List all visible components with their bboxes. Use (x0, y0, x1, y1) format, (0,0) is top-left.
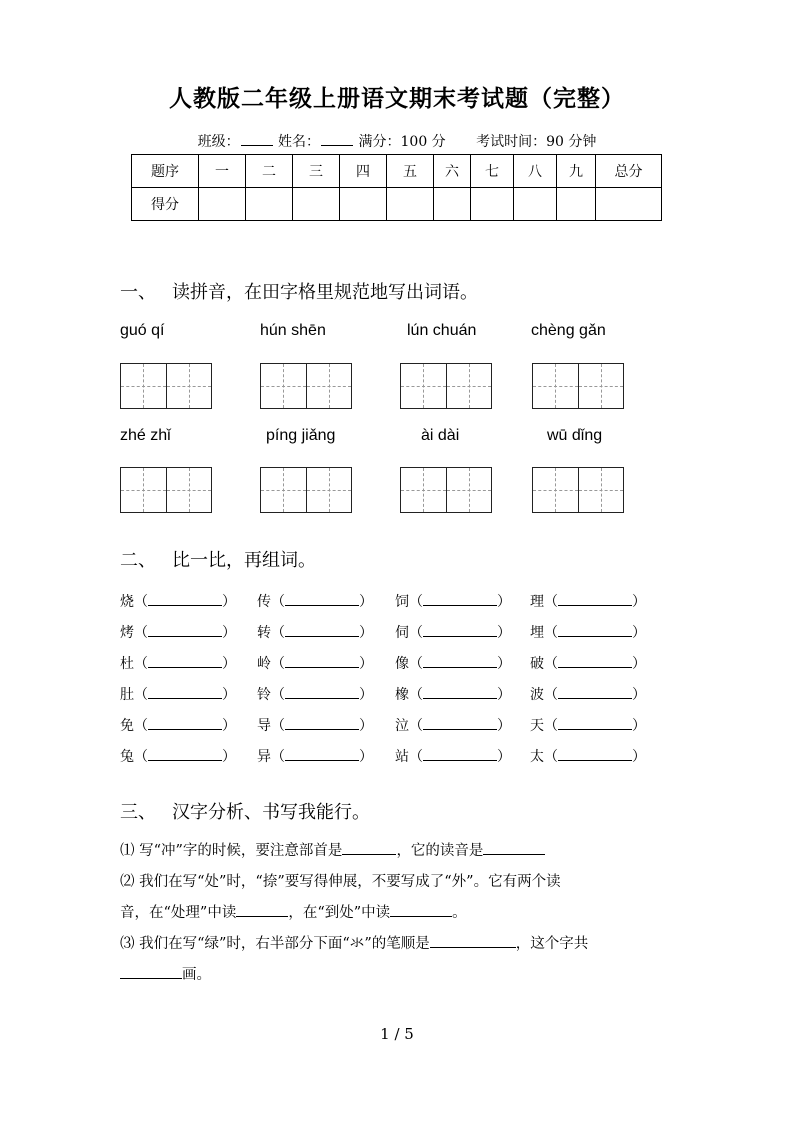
word-answer-blank[interactable] (285, 748, 359, 761)
open-paren: （ (271, 656, 285, 672)
word-answer-blank[interactable] (423, 717, 497, 730)
tianzige-box[interactable] (120, 363, 212, 409)
word-answer-blank[interactable] (558, 624, 632, 637)
score-cell[interactable] (514, 188, 557, 221)
section1-heading (120, 278, 478, 304)
close-paren: ） (222, 625, 236, 641)
close-paren: ） (497, 749, 511, 765)
tianzige-box[interactable] (532, 363, 624, 409)
close-paren: ） (359, 749, 373, 765)
answer-blank[interactable] (342, 841, 396, 855)
open-paren: （ (271, 749, 285, 765)
question-2 (120, 867, 680, 929)
open-paren: （ (409, 625, 423, 641)
score-cell[interactable] (293, 188, 340, 221)
compare-char: 天 (530, 718, 544, 734)
close-paren: ） (632, 718, 646, 734)
compare-item (257, 715, 373, 735)
word-answer-blank[interactable] (558, 717, 632, 730)
open-paren: （ (271, 594, 285, 610)
compare-item (395, 746, 511, 766)
compare-item (530, 622, 646, 642)
word-answer-blank[interactable] (285, 593, 359, 606)
section2-heading (120, 546, 316, 572)
section2-number: 二、 (120, 550, 156, 571)
section3-heading (120, 798, 370, 824)
tianzige-box[interactable] (260, 363, 352, 409)
compare-char: 免 (120, 718, 134, 734)
word-answer-blank[interactable] (423, 686, 497, 699)
word-answer-blank[interactable] (148, 748, 222, 761)
close-paren: ） (222, 687, 236, 703)
close-paren: ） (359, 625, 373, 641)
question-text: ，在“到处”中读 (288, 905, 391, 921)
word-answer-blank[interactable] (423, 624, 497, 637)
compare-char: 站 (395, 749, 409, 765)
compare-item (120, 622, 236, 642)
score-table (131, 154, 662, 221)
section2-title: 比一比，再组词。 (172, 550, 316, 571)
compare-item (120, 715, 236, 735)
close-paren: ） (497, 687, 511, 703)
compare-char: 伺 (395, 625, 409, 641)
compare-char: 太 (530, 749, 544, 765)
score-cell[interactable] (199, 188, 246, 221)
pinyin-label: zhé zhǐ (120, 427, 171, 444)
open-paren: （ (544, 625, 558, 641)
compare-char: 破 (530, 656, 544, 672)
compare-char: 泣 (395, 718, 409, 734)
word-answer-blank[interactable] (148, 655, 222, 668)
close-paren: ） (222, 594, 236, 610)
exam-time: 考试时间：90 分钟 (476, 134, 597, 150)
word-answer-blank[interactable] (285, 717, 359, 730)
section3-number: 三、 (120, 802, 156, 823)
compare-char: 铃 (257, 687, 271, 703)
close-paren: ） (632, 749, 646, 765)
pinyin-label: guó qí (120, 322, 165, 339)
compare-item (530, 746, 646, 766)
close-paren: ） (497, 656, 511, 672)
close-paren: ） (359, 718, 373, 734)
compare-char: 橡 (395, 687, 409, 703)
open-paren: （ (134, 594, 148, 610)
class-blank[interactable] (241, 132, 273, 146)
answer-blank[interactable] (390, 903, 452, 917)
answer-blank[interactable] (236, 903, 288, 917)
pinyin-label: ài dài (421, 427, 460, 444)
name-label: 姓名： (278, 134, 321, 150)
close-paren: ） (632, 687, 646, 703)
word-answer-blank[interactable] (148, 717, 222, 730)
compare-item (120, 653, 236, 673)
tianzige-box[interactable] (120, 467, 212, 513)
question-text: ，这个字共 (515, 936, 589, 952)
score-cell[interactable] (246, 188, 293, 221)
word-answer-blank[interactable] (285, 686, 359, 699)
score-row-label: 得分 (132, 188, 199, 221)
open-paren: （ (544, 718, 558, 734)
word-answer-blank[interactable] (558, 748, 632, 761)
score-cell[interactable] (434, 188, 471, 221)
close-paren: ） (359, 656, 373, 672)
class-label: 班级： (197, 134, 240, 150)
word-answer-blank[interactable] (148, 686, 222, 699)
pinyin-label: wū dǐng (547, 427, 603, 444)
word-answer-blank[interactable] (285, 655, 359, 668)
score-header-cell: 九 (557, 155, 596, 188)
answer-blank[interactable] (430, 934, 516, 948)
answer-blank[interactable] (120, 965, 182, 979)
compare-item (530, 653, 646, 673)
compare-item (395, 622, 511, 642)
close-paren: ） (497, 594, 511, 610)
score-header-row (132, 155, 662, 188)
question-text: 画。 (182, 967, 211, 983)
close-paren: ） (497, 625, 511, 641)
close-paren: ） (222, 718, 236, 734)
name-blank[interactable] (321, 132, 353, 146)
page-title: 人教版二年级上册语文期末考试题（完整） (169, 85, 625, 112)
question-text: ，它的读音是 (396, 843, 484, 859)
compare-char: 烧 (120, 594, 134, 610)
score-cell[interactable] (340, 188, 387, 221)
score-header-cell: 总分 (596, 155, 662, 188)
score-cell[interactable] (557, 188, 596, 221)
open-paren: （ (409, 594, 423, 610)
compare-char: 烤 (120, 625, 134, 641)
score-value-row (132, 188, 662, 221)
pinyin-label: chèng gǎn (531, 322, 606, 339)
compare-item (257, 746, 373, 766)
tianzige-box[interactable] (400, 467, 492, 513)
compare-char: 导 (257, 718, 271, 734)
score-header-cell: 一 (199, 155, 246, 188)
compare-char: 兔 (120, 749, 134, 765)
compare-item (257, 591, 373, 611)
close-paren: ） (359, 594, 373, 610)
open-paren: （ (134, 656, 148, 672)
section1-title: 读拼音，在田字格里规范地写出词语。 (172, 282, 478, 303)
question-3 (120, 929, 680, 991)
tianzige-box[interactable] (260, 467, 352, 513)
compare-char: 理 (530, 594, 544, 610)
compare-char: 像 (395, 656, 409, 672)
score-header-cell: 三 (293, 155, 340, 188)
question-text: 音，在“处理”中读 (120, 905, 237, 921)
close-paren: ） (632, 625, 646, 641)
tianzige-box[interactable] (400, 363, 492, 409)
score-cell[interactable] (471, 188, 514, 221)
score-header-cell: 二 (246, 155, 293, 188)
compare-char: 肚 (120, 687, 134, 703)
score-cell[interactable] (596, 188, 662, 221)
compare-item (530, 591, 646, 611)
word-answer-blank[interactable] (558, 686, 632, 699)
compare-item (257, 653, 373, 673)
word-answer-blank[interactable] (558, 593, 632, 606)
tianzige-box[interactable] (532, 467, 624, 513)
score-header-cell: 四 (340, 155, 387, 188)
compare-item (395, 653, 511, 673)
close-paren: ） (222, 656, 236, 672)
score-header-cell: 题序 (132, 155, 199, 188)
open-paren: （ (134, 687, 148, 703)
pinyin-label: hún shēn (260, 322, 326, 339)
score-header-cell: 五 (387, 155, 434, 188)
compare-char: 传 (257, 594, 271, 610)
pinyin-label: píng jiǎng (266, 427, 336, 444)
compare-item (257, 622, 373, 642)
score-cell[interactable] (387, 188, 434, 221)
open-paren: （ (271, 625, 285, 641)
word-answer-blank[interactable] (285, 624, 359, 637)
close-paren: ） (632, 656, 646, 672)
open-paren: （ (544, 656, 558, 672)
compare-item (395, 591, 511, 611)
open-paren: （ (409, 718, 423, 734)
word-answer-blank[interactable] (148, 624, 222, 637)
open-paren: （ (134, 749, 148, 765)
word-answer-blank[interactable] (558, 655, 632, 668)
question-text: ⑵ 我们在写“处”时，“捺”要写得伸展，不要写成了“外”。它有两个读 (120, 874, 561, 890)
close-paren: ） (632, 594, 646, 610)
compare-char: 岭 (257, 656, 271, 672)
section1-number: 一、 (120, 282, 156, 303)
compare-item (120, 746, 236, 766)
word-answer-blank[interactable] (148, 593, 222, 606)
score-header-cell: 七 (471, 155, 514, 188)
open-paren: （ (271, 687, 285, 703)
compare-item (530, 684, 646, 704)
compare-char: 饲 (395, 594, 409, 610)
question-text: 。 (452, 905, 467, 921)
compare-item (257, 684, 373, 704)
section3-title: 汉字分析、书写我能行。 (172, 802, 370, 823)
question-text: ⑶ 我们在写“绿”时，右半部分下面“氺”的笔顺是 (120, 936, 430, 952)
close-paren: ） (497, 718, 511, 734)
open-paren: （ (271, 718, 285, 734)
open-paren: （ (544, 594, 558, 610)
answer-blank[interactable] (483, 841, 545, 855)
word-answer-blank[interactable] (423, 655, 497, 668)
pinyin-label: lún chuán (407, 322, 477, 339)
close-paren: ） (222, 749, 236, 765)
word-answer-blank[interactable] (423, 593, 497, 606)
open-paren: （ (409, 656, 423, 672)
compare-item (395, 684, 511, 704)
compare-char: 转 (257, 625, 271, 641)
open-paren: （ (409, 749, 423, 765)
score-header-cell: 八 (514, 155, 557, 188)
compare-char: 杜 (120, 656, 134, 672)
open-paren: （ (134, 718, 148, 734)
compare-char: 波 (530, 687, 544, 703)
score-header-cell: 六 (434, 155, 471, 188)
compare-item (530, 715, 646, 735)
word-answer-blank[interactable] (423, 748, 497, 761)
question-1 (120, 836, 680, 867)
open-paren: （ (544, 749, 558, 765)
compare-item (120, 591, 236, 611)
page-number: 1 / 5 (380, 1025, 414, 1043)
exam-info (0, 131, 794, 151)
close-paren: ） (359, 687, 373, 703)
compare-item (120, 684, 236, 704)
open-paren: （ (409, 687, 423, 703)
open-paren: （ (134, 625, 148, 641)
compare-char: 埋 (530, 625, 544, 641)
compare-char: 异 (257, 749, 271, 765)
full-marks: 满分：100 分 (358, 134, 446, 150)
question-text: ⑴ 写“冲”字的时候，要注意部首是 (120, 843, 343, 859)
open-paren: （ (544, 687, 558, 703)
compare-item (395, 715, 511, 735)
